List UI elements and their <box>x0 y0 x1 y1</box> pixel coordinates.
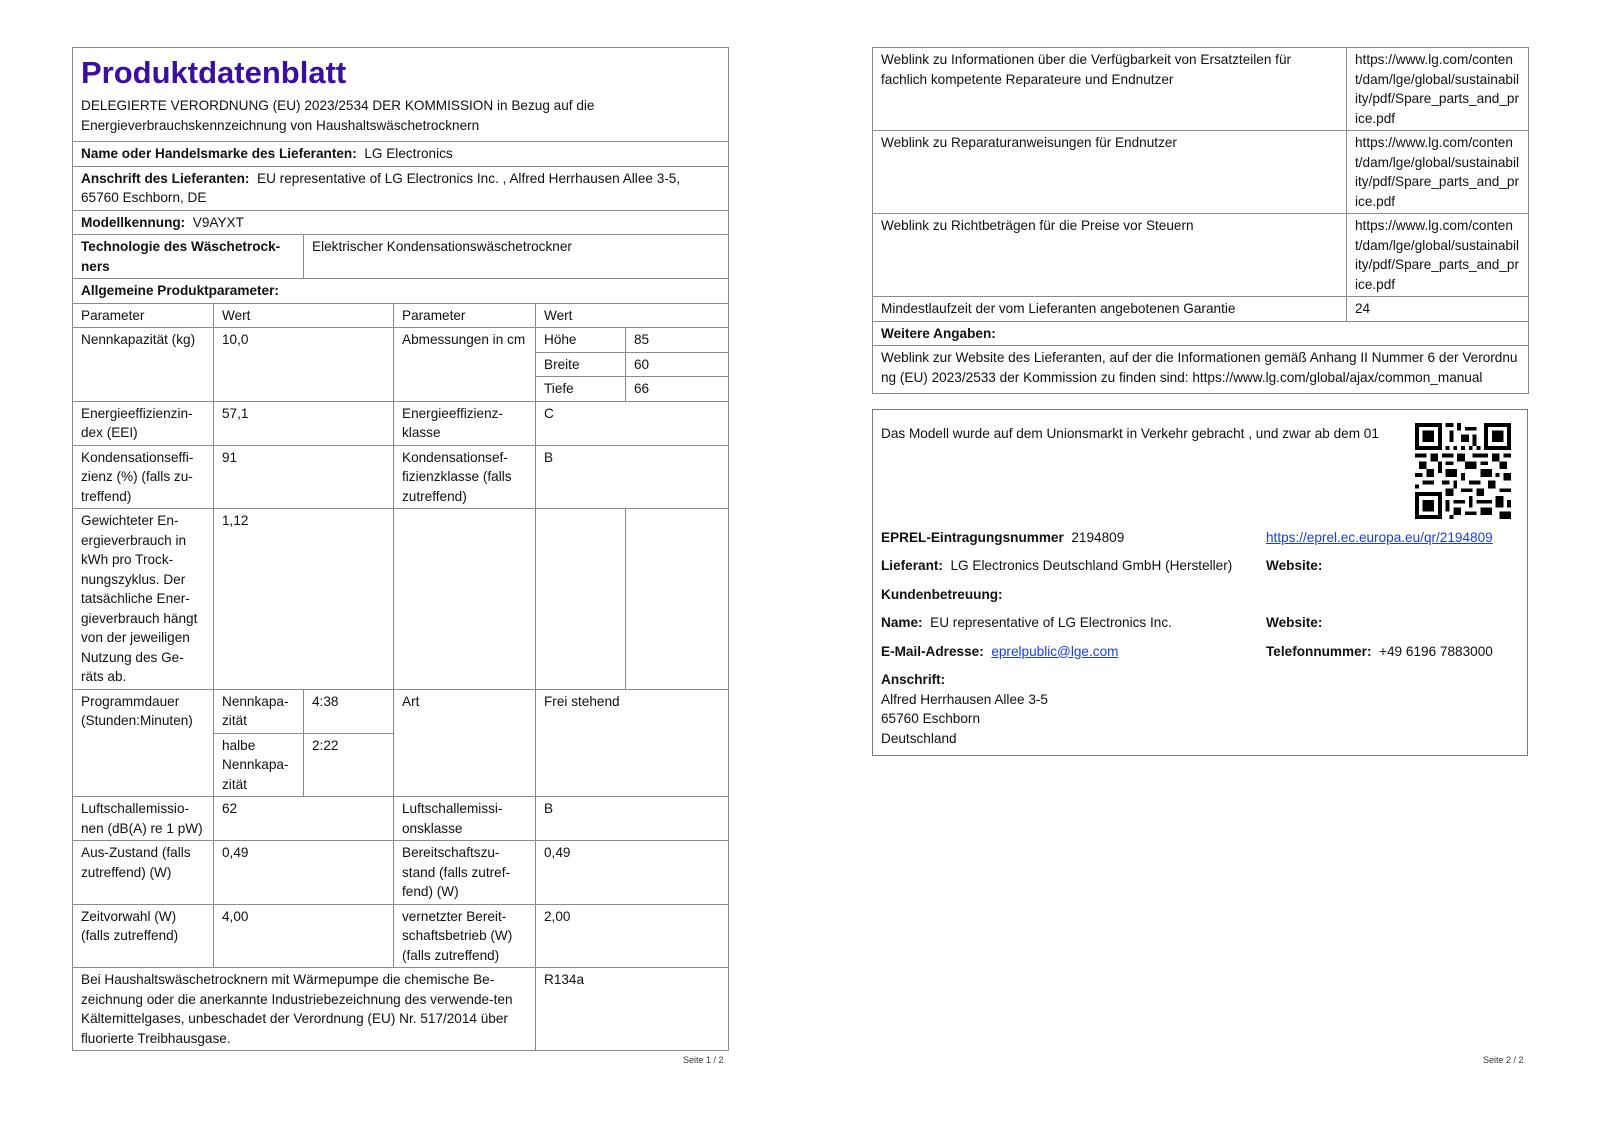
supplier-address-value: EU representative of LG Electronics Inc. , Alfred Herrhausen Allee 3-5, 65760 Eschborn, DE <box>81 170 681 205</box>
table-row <box>73 445 729 509</box>
eei-label: Energieeffizienzin-dex (EEI) <box>73 401 214 445</box>
standby-label: Bereitschaftszu-stand (falls zutref-fend) (W) <box>394 841 536 905</box>
half-load-value: 2:22 <box>304 733 394 797</box>
condensation-eff-label: Kondensationseffi-zienz (%) (falls zu-treffend) <box>73 445 214 509</box>
width-value: 60 <box>626 352 729 377</box>
refrigerant-value: R134a <box>536 968 729 1051</box>
eprel-value: 2194809 <box>1071 529 1125 545</box>
noise-label: Luftschallemissio-nen (dB(A) re 1 pW) <box>73 797 214 841</box>
header-parameter: Parameter <box>73 303 214 328</box>
program-duration-label: Programmdauer (Stunden:Minuten) <box>73 689 214 797</box>
supplier-website-label: Website: <box>1266 558 1323 573</box>
supplier-name-row <box>73 142 729 167</box>
depth-label: Tiefe <box>536 377 626 402</box>
off-mode-value: 0,49 <box>214 841 394 905</box>
networked-standby-label: vernetzter Bereit-schaftsbetrieb (W) (falls zutreffend) <box>394 904 536 968</box>
contact-phone <box>1266 642 1519 662</box>
supplier-address-label: Anschrift des Lieferanten: <box>81 170 250 186</box>
phone-label: Telefonnummer: <box>1266 643 1372 659</box>
height-label: Höhe <box>536 328 626 353</box>
type-label: Art <box>394 689 536 797</box>
further-info-text: Weblink zur Website des Lieferanten, auf der die Informationen gemäß Anhang II Nummer 6 der Verordnung (EU) 2023/2533 der Kommission zu finden sind: https://www.lg.com/global/ajax/common_manual <box>873 346 1529 394</box>
weighted-energy-label: Gewichteter En-ergieverbrauch in kWh pro Trock-nungszyklus. Der tatsächliche Ener-gieverbrauch hängt von der jeweiligen Nutzung des Ge-räts ab. <box>73 509 214 690</box>
supplier-info <box>881 556 1266 576</box>
condensation-eff-value: 91 <box>214 445 394 509</box>
table-row <box>73 968 729 1051</box>
supplier-label: Lieferant: <box>881 558 943 573</box>
warranty-value: 24 <box>1347 297 1529 322</box>
off-mode-label: Aus-Zustand (falls zutreffend) (W) <box>73 841 214 905</box>
email-label: E-Mail-Adresse: <box>881 643 984 659</box>
datasheet-page-2 <box>872 47 1528 756</box>
table-row <box>873 214 1529 297</box>
further-info-heading: Weitere Angaben: <box>873 321 1529 346</box>
capacity-label: Nennkapazität (kg) <box>73 328 214 402</box>
address-line: Deutschland <box>881 730 957 746</box>
price-link-label: Weblink zu Richtbeträgen für die Preise vor Steuern <box>873 214 1347 297</box>
repair-instructions-link-label: Weblink zu Reparaturanweisungen für Endnutzer <box>873 131 1347 214</box>
dimensions-label: Abmessungen in cm <box>394 328 536 402</box>
product-data-table <box>72 47 729 1051</box>
noise-class-label: Luftschallemissi-onsklasse <box>394 797 536 841</box>
condensation-class-value: B <box>536 445 729 509</box>
weighted-energy-value: 1,12 <box>214 509 394 690</box>
eprel-link[interactable]: https://eprel.ec.europa.eu/qr/2194809 <box>1266 529 1493 545</box>
repair-info-table <box>872 47 1529 394</box>
width-label: Breite <box>536 352 626 377</box>
eprel-label: EPREL-Eintragungsnummer <box>881 529 1064 545</box>
supplier-value: LG Electronics Deutschland GmbH (Hersteller) <box>950 558 1233 573</box>
address-label: Anschrift: <box>881 672 946 687</box>
address-line: 65760 Eschborn <box>881 711 981 726</box>
energy-class-value: C <box>536 401 729 445</box>
market-date-text: Das Modell wurde auf dem Unionsmarkt in Verkehr gebracht , und zwar ab dem 01 <box>881 426 1379 441</box>
name-label: Name: <box>881 615 923 630</box>
warranty-label: Mindestlaufzeit der vom Lieferanten angebotenen Garantie <box>873 297 1347 322</box>
regulation-subtitle: DELEGIERTE VERORDNUNG (EU) 2023/2534 DER KOMMISSION in Bezug auf die Energieverbrauchskennzeichnung von Haushaltswäschetrocknern <box>81 98 595 133</box>
eprel-number <box>881 528 1266 548</box>
table-row <box>73 797 729 841</box>
networked-standby-value: 2,00 <box>536 904 729 968</box>
header-value: Wert <box>536 303 729 328</box>
name-value: EU representative of LG Electronics Inc. <box>930 615 1172 630</box>
price-link[interactable]: https://www.lg.com/content/dam/lge/global/sustainability/pdf/Spare_parts_and_price.pdf <box>1347 214 1529 297</box>
refrigerant-label: Bei Haushaltswäschetrocknern mit Wärmepumpe die chemische Be-zeichnung oder die anerkannte Industriebezeichnung des verwende-ten Kältemittelgases, unbeschadet der Verordnung (EU) Nr. 517/2014 über fluorierte Treibhausgase. <box>73 968 536 1051</box>
spare-parts-link[interactable]: https://www.lg.com/content/dam/lge/global/sustainability/pdf/Spare_parts_and_price.pdf <box>1347 48 1529 131</box>
supplier-name-label: Name oder Handelsmarke des Lieferanten: <box>81 146 357 161</box>
qr-code-icon[interactable] <box>1415 423 1511 519</box>
table-row <box>73 401 729 445</box>
contact-website-label: Website: <box>1266 615 1323 630</box>
full-load-label: Nennkapa-zität <box>214 689 304 733</box>
supplier-address-row <box>73 166 729 210</box>
empty-cell <box>626 509 729 690</box>
delay-start-label: Zeitvorwahl (W) (falls zutreffend) <box>73 904 214 968</box>
depth-value: 66 <box>626 377 729 402</box>
table-row <box>73 841 729 905</box>
table-row <box>873 131 1529 214</box>
half-load-label: halbe Nennkapa-zität <box>214 733 304 797</box>
table-row <box>873 297 1529 322</box>
technology-label: Technologie des Wäschetrock-ners <box>73 235 304 279</box>
page-title: Produktdatenblatt <box>81 55 347 90</box>
datasheet-page-1 <box>72 47 728 1051</box>
table-row <box>73 509 729 690</box>
contact-email <box>881 642 1266 662</box>
empty-cell <box>394 509 536 690</box>
spare-parts-link-label: Weblink zu Informationen über die Verfügbarkeit von Ersatzteilen für fachlich kompetente Reparateure und Endnutzer <box>873 48 1347 131</box>
contact-name <box>881 613 1266 633</box>
height-value: 85 <box>626 328 729 353</box>
type-value: Frei stehend <box>536 689 729 797</box>
noise-value: 62 <box>214 797 394 841</box>
standby-value: 0,49 <box>536 841 729 905</box>
full-load-value: 4:38 <box>304 689 394 733</box>
table-row <box>873 48 1529 131</box>
general-params-heading: Allgemeine Produktparameter: <box>73 279 729 304</box>
model-row <box>73 210 729 235</box>
table-row <box>73 689 729 733</box>
model-value: V9AYXT <box>192 214 244 230</box>
address-line: Alfred Herrhausen Allee 3-5 <box>881 691 1048 707</box>
table-row <box>73 328 729 353</box>
capacity-value: 10,0 <box>214 328 394 402</box>
energy-class-label: Energieeffizienz-klasse <box>394 401 536 445</box>
email-link[interactable]: eprelpublic@lge.com <box>991 643 1119 659</box>
table-row <box>73 904 729 968</box>
eprel-info-box <box>872 409 1528 756</box>
phone-value: +49 6196 7883000 <box>1379 643 1493 659</box>
noise-class-value: B <box>536 797 729 841</box>
eei-value: 57,1 <box>214 401 394 445</box>
repair-instructions-link[interactable]: https://www.lg.com/content/dam/lge/global/sustainability/pdf/Spare_parts_and_price.pdf <box>1347 131 1529 214</box>
page-number-2: Seite 2 / 2 <box>1483 1055 1524 1065</box>
page-number-1: Seite 1 / 2 <box>683 1055 724 1065</box>
header-value: Wert <box>214 303 394 328</box>
header-parameter: Parameter <box>394 303 536 328</box>
supplier-name-value: LG Electronics <box>364 146 453 161</box>
condensation-class-label: Kondensationsef-fizienzklasse (falls zutreffend) <box>394 445 536 509</box>
table-header-row <box>73 303 729 328</box>
customer-service-heading: Kundenbetreuung: <box>881 586 1003 602</box>
technology-value: Elektrischer Kondensationswäschetrockner <box>304 235 729 279</box>
delay-start-value: 4,00 <box>214 904 394 968</box>
model-label: Modellkennung: <box>81 214 186 230</box>
empty-cell <box>536 509 626 690</box>
